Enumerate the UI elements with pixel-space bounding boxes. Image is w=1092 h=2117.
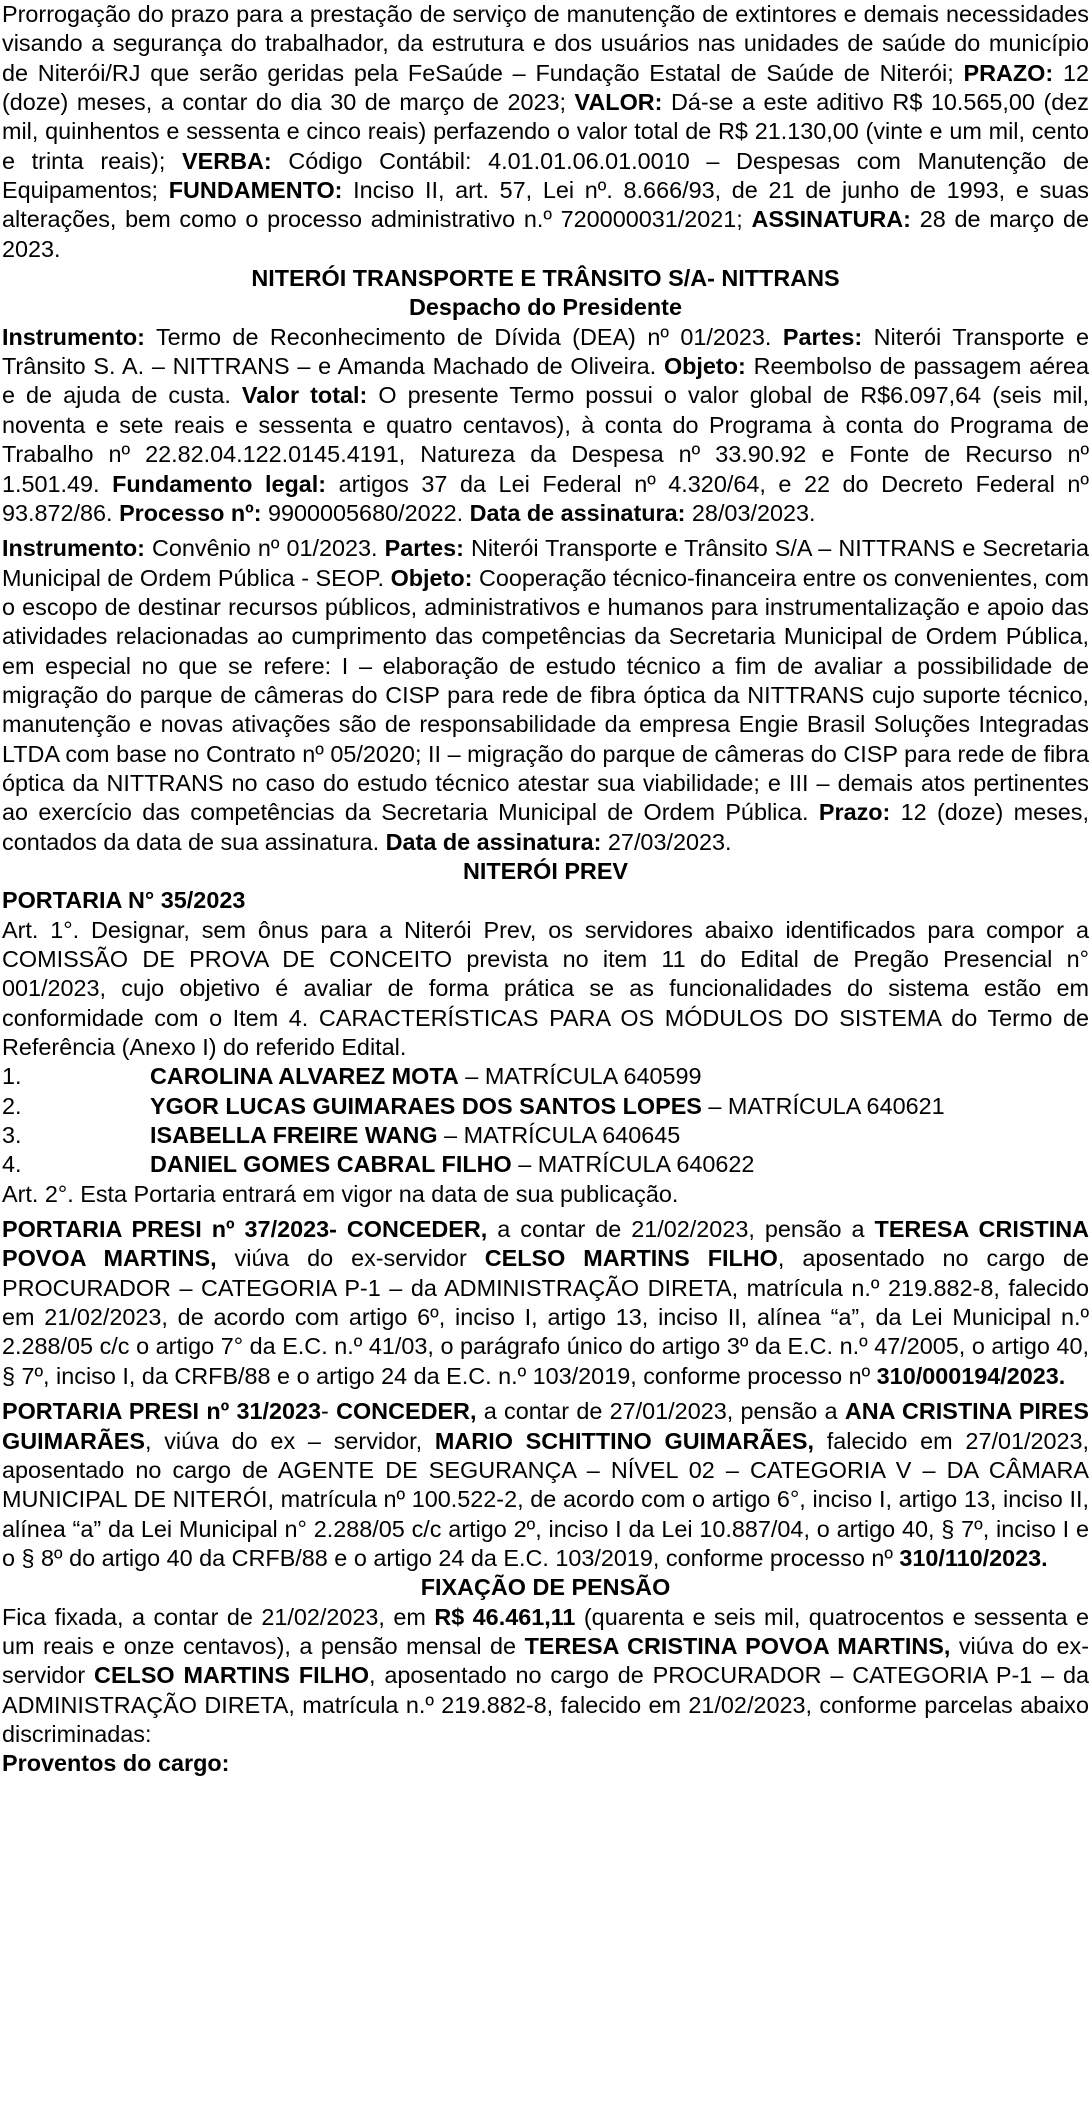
member-matricula: – MATRÍCULA 640645	[437, 1122, 681, 1149]
member-item-3	[2, 1121, 1089, 1150]
member-name: DANIEL GOMES CABRAL FILHO	[150, 1151, 512, 1178]
member-matricula: – MATRÍCULA 640622	[511, 1151, 755, 1178]
paragraph-convenio: Instrumento: Convênio nº 01/2023. Partes: Niterói Transporte e Trânsito S/A – NITTRANS e Secretaria Municipal de Ordem Pública - SEOP. Objeto: Cooperação técnico-financeira entre os convenientes, com o escopo de destinar recursos públicos, administrativos e humanos para instrumentalização e apoio das atividades relacionadas ao cumprimento das competências da Secretaria Municipal de Ordem Pública, em especial no que se refere: I – elaboração de estudo técnico a fim de avaliar a possibilidade de migração do parque de câmeras do CISP para rede de fibra óptica da NITTRANS cujo suporte técnico, manutenção e novas ativações são de responsabilidade da empresa Engie Brasil Soluções Integradas LTDA com base no Contrato nº 05/2020; II – migração do parque de câmeras do CISP para rede de fibra óptica da NITTRANS no caso do estudo técnico atestar sua viabilidade; e III – demais atos pertinentes ao exercício das competências da Secretaria Municipal de Ordem Pública. Prazo: 12 (doze) meses, contados da data de sua assinatura. Data de assinatura: 27/03/2023.	[2, 535, 1089, 855]
member-item-2	[2, 1092, 1089, 1121]
paragraph-prorrogacao: Prorrogação do prazo para a prestação de serviço de manutenção de extintores e demais necessidades visando a segurança do trabalhador, da estrutura e dos usuários nas unidades de saúde do município de Niterói/RJ que serão geridas pela FeSaúde – Fundação Estatal de Saúde de Niterói; PRAZO: 12 (doze) meses, a contar do dia 30 de março de 2023; VALOR: Dá-se a este aditivo R$ 10.565,00 (dez mil, quinhentos e sessenta e cinco reais) perfazendo o valor total de R$ 21.130,00 (vinte e um mil, cento e trinta reais); VERBA: Código Contábil: 4.01.01.06.01.0010 – Despesas com Manutenção de Equipamentos; FUNDAMENTO: Inciso II, art. 57, Lei nº. 8.666/93, de 21 de junho de 1993, e suas alterações, bem como o processo administrativo n.º 720000031/2021; ASSINATURA: 28 de março de 2023.	[2, 1, 1089, 262]
member-number: 1.	[2, 1063, 22, 1090]
member-item-4	[2, 1150, 1089, 1179]
member-number: 4.	[2, 1151, 22, 1178]
heading-proventos: Proventos do cargo:	[2, 1750, 230, 1777]
paragraph-portaria-31: PORTARIA PRESI nº 31/2023- CONCEDER, a contar de 27/01/2023, pensão a ANA CRISTINA PIRES GUIMARÃES, viúva do ex – servidor, MARIO SCHITTINO GUIMARÃES, falecido em 27/01/2023, aposentado no cargo de AGENTE DE SEGURANÇA – NÍVEL 02 – CATEGORIA V – DA CÂMARA MUNICIPAL DE NITERÓI, matrícula nº 100.522-2, de acordo com o artigo 6°, inciso I, artigo 13, inciso II, alínea “a” da Lei Municipal n° 2.288/05 c/c artigo 2º, inciso I da Lei 10.887/04, o artigo 40, § 7º, inciso I e o § 8º do artigo 40 da CRFB/88 e o artigo 24 da E.C. 103/2019, conforme processo nº 310/110/2023.	[2, 1398, 1090, 1571]
heading-portaria-35: PORTARIA N° 35/2023	[2, 887, 246, 914]
member-item-1	[2, 1062, 1089, 1091]
member-matricula: – MATRÍCULA 640621	[701, 1092, 945, 1119]
paragraph-portaria-37: PORTARIA PRESI nº 37/2023- CONCEDER, a contar de 21/02/2023, pensão a TERESA CRISTINA POVOA MARTINS, viúva do ex-servidor CELSO MARTINS FILHO, aposentado no cargo de PROCURADOR – CATEGORIA P-1 – da ADMINISTRAÇÃO DIRETA, matrícula n.º 219.882-8, falecido em 21/02/2023, de acordo com artigo 6º, inciso I, artigo 13, inciso II, alínea “a”, da Lei Municipal n.º 2.288/05 c/c o artigo 7° da E.C. n.º 41/03, o parágrafo único do artigo 3º da E.C. n.º 47/2005, o artigo 40, § 7º, inciso I, da CRFB/88 e o artigo 24 da E.C. n.º 103/2019, conforme processo nº 310/000194/2023.	[2, 1216, 1090, 1389]
member-name: YGOR LUCAS GUIMARAES DOS SANTOS LOPES	[150, 1092, 702, 1119]
member-name: ISABELLA FREIRE WANG	[150, 1122, 438, 1149]
member-name: CAROLINA ALVAREZ MOTA	[150, 1063, 459, 1090]
paragraph-art-1: Art. 1°. Designar, sem ônus para a Niterói Prev, os servidores abaixo identificados para compor a COMISSÃO DE PROVA DE CONCEITO prevista no item 11 do Edital de Pregão Presencial n° 001/2023, cujo objetivo é avaliar de forma prática se as funcionalidades do sistema estão em conformidade com o Item 4. CARACTERÍSTICAS PARA OS MÓDULOS DO SISTEMA do Termo de Referência (Anexo I) do referido Edital.	[2, 916, 1089, 1061]
paragraph-termo-divida: Instrumento: Termo de Reconhecimento de Dívida (DEA) nº 01/2023. Partes: Niterói Transporte e Trânsito S. A. – NITTRANS – e Amanda Machado de Oliveira. Objeto: Reembolso de passagem aérea e de ajuda de custa. Valor total: O presente Termo possui o valor global de R$6.097,64 (seis mil, noventa e sete reais e sessenta e quatro centavos), à conta do Programa à conta do Programa de Trabalho nº 22.82.04.122.0145.4191, Natureza da Despesa nº 33.90.92 e Fonte de Recurso nº 1.501.49. Fundamento legal: artigos 37 da Lei Federal nº 4.320/64, e 22 do Decreto Federal nº 93.872/86. Processo nº: 9900005680/2022. Data de assinatura: 28/03/2023.	[2, 323, 1090, 526]
member-number: 3.	[2, 1122, 22, 1149]
member-matricula: – MATRÍCULA 640599	[458, 1063, 702, 1090]
heading-nittrans: NITERÓI TRANSPORTE E TRÂNSITO S/A- NITTRANS	[251, 265, 840, 292]
member-number: 2.	[2, 1092, 22, 1119]
paragraph-fixacao: Fica fixada, a contar de 21/02/2023, em R$ 46.461,11 (quarenta e seis mil, quatrocentos e sessenta e um reais e onze centavos), a pensão mensal de TERESA CRISTINA POVOA MARTINS, viúva do ex-servidor CELSO MARTINS FILHO, aposentado no cargo de PROCURADOR – CATEGORIA P-1 – da ADMINISTRAÇÃO DIRETA, matrícula n.º 219.882-8, falecido em 21/02/2023, conforme parcelas abaixo discriminadas:	[2, 1603, 1089, 1747]
heading-fixacao-pensao: FIXAÇÃO DE PENSÃO	[420, 1574, 671, 1601]
heading-niteroi-prev: NITERÓI PREV	[462, 857, 629, 884]
heading-despacho: Despacho do Presidente	[409, 294, 682, 321]
paragraph-art-2: Art. 2°. Esta Portaria entrará em vigor na data de sua publicação.	[2, 1180, 679, 1207]
